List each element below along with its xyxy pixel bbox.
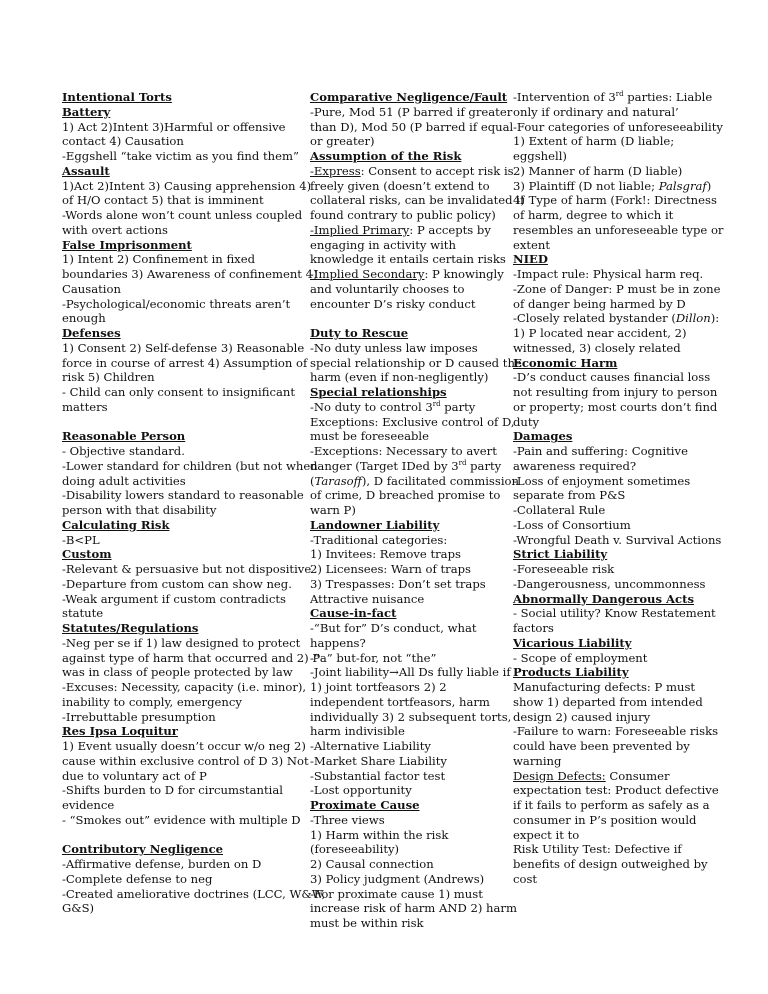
note-line: -Weak argument if custom contradicts	[62, 591, 286, 606]
section-heading: Abnormally Dangerous Acts	[513, 591, 694, 606]
section-heading: Reasonable Person	[62, 429, 186, 444]
note-line: -Traditional categories:	[310, 532, 448, 547]
note-line: resembles an unforeseeable type or	[513, 222, 724, 237]
notes-column-left	[62, 90, 326, 916]
note-line: design 2) caused injury	[513, 709, 651, 724]
note-line: harm (even if non-negligently)	[310, 370, 489, 385]
note-line: 1) Act 2)Intent 3)Harmful or offensive	[62, 119, 286, 134]
note-line: -Complete defense to neg	[62, 871, 213, 886]
note-line: -Irrebuttable presumption	[62, 709, 216, 724]
section-heading: Comparative Negligence/Fault	[310, 90, 508, 104]
note-line: -Alternative Liability	[310, 739, 431, 753]
note-line: of harm, degree to which it	[513, 208, 674, 222]
note-line: increase risk of harm AND 2) harm	[310, 901, 517, 916]
note-line: 2) Causal connection	[310, 857, 434, 871]
note-line: 1) Invitees: Remove traps	[310, 547, 461, 562]
note-line: found contrary to public policy)	[310, 208, 496, 222]
section-heading: Products Liability	[513, 665, 629, 680]
note-line: -Eggshell “take victim as you find them”	[62, 149, 299, 163]
note-line: must be within risk	[310, 916, 424, 930]
note-line: eggshell)	[513, 149, 567, 163]
section-heading: Defenses	[62, 326, 121, 340]
note-line: 1) Extent of harm (D liable;	[513, 134, 675, 149]
note-line: -Four categories of unforeseeability	[513, 119, 723, 134]
section-heading: Special relationships	[310, 385, 447, 399]
note-line: harm indivisible	[310, 724, 405, 739]
note-line: than D), Mod 50 (P barred if equal	[310, 119, 514, 134]
section-heading: Strict Liability	[513, 547, 608, 562]
note-line: Risk Utility Test: Defective if	[513, 842, 682, 857]
note-line: -Neg per se if 1) law designed to protect	[62, 635, 301, 650]
section-heading: Intentional Torts	[62, 90, 172, 104]
note-line: (foreseeability)	[310, 842, 400, 857]
note-line: -Excuses: Necessity, capacity (i.e. minor),	[62, 680, 307, 694]
note-line: 2) Licensees: Warn of traps	[310, 562, 471, 576]
note-line: 1) P located near accident, 2)	[513, 326, 687, 340]
note-line: 3) Policy judgment (Andrews)	[310, 871, 485, 886]
note-line: person with that disability	[62, 503, 217, 517]
note-line: -No duty to control 3rd party	[310, 399, 476, 414]
note-line: -B<PL	[62, 532, 100, 547]
note-line: only if ordinary and natural’	[513, 104, 679, 119]
note-line: benefits of design outweighed by	[513, 857, 708, 871]
note-line: against type of harm that occurred and 2) P	[62, 650, 321, 665]
note-line: danger (Target IDed by 3rd party	[310, 458, 502, 473]
note-line: -For proximate cause 1) must	[310, 886, 483, 901]
note-line: Design Defects: Consumer	[513, 768, 670, 783]
note-line: Manufacturing defects: P must	[513, 680, 696, 694]
note-line: due to voluntary act of P	[62, 768, 207, 783]
section-heading: Assumption of the Risk	[310, 149, 462, 163]
note-line: duty	[513, 414, 540, 429]
note-line: - Scope of employment	[513, 650, 648, 665]
note-line: -Loss of Consortium	[513, 517, 631, 532]
note-line: warning	[513, 753, 562, 768]
note-line: matters	[62, 399, 108, 414]
note-line: 3) Trespasses: Don’t set traps	[310, 576, 486, 591]
note-line: of danger being harmed by D	[513, 296, 686, 311]
note-line: - Social utility? Know Restatement	[513, 606, 716, 621]
note-line: (Tarasoff), D facilitated commission	[310, 473, 519, 488]
note-line: -Failure to warn: Foreseeable risks	[513, 724, 719, 739]
note-line: contact 4) Causation	[62, 134, 184, 149]
note-line: separate from P&S	[513, 488, 626, 503]
note-line: of H/O contact 5) that is imminent	[62, 193, 264, 208]
notes-column-right	[513, 90, 724, 887]
note-line: boundaries 3) Awareness of confinement 4)	[62, 267, 318, 281]
note-line: -Shifts burden to D for circumstantial	[62, 783, 283, 798]
note-line: awareness required?	[513, 458, 637, 473]
note-line: Causation	[62, 281, 121, 296]
note-line: -Pure, Mod 51 (P barred if greater	[310, 104, 513, 119]
note-line: - Objective standard.	[62, 444, 185, 458]
note-line: - Child can only consent to insignificant	[62, 385, 295, 399]
note-line: expectation test: Product defective	[513, 783, 719, 798]
note-line: -No duty unless law imposes	[310, 340, 478, 355]
note-line: -Three views	[310, 812, 385, 827]
section-heading: NIED	[513, 252, 548, 267]
note-line: risk 5) Children	[62, 370, 155, 385]
note-line: -Psychological/economic threats aren’t	[62, 296, 291, 311]
note-line: -Intervention of 3rd parties: Liable	[513, 90, 713, 104]
note-line: -Collateral Rule	[513, 503, 606, 517]
section-heading: Landowner Liability	[310, 517, 440, 532]
note-line: 2) Manner of harm (D liable)	[513, 163, 683, 178]
note-line: or property; most courts don’t find	[513, 399, 718, 414]
note-line: -Closely related bystander (Dillon):	[513, 311, 720, 326]
note-line: doing adult activities	[62, 473, 186, 488]
note-line: 1)Act 2)Intent 3) Causing apprehension 4)	[62, 178, 312, 193]
note-line: cost	[513, 871, 538, 886]
note-line: extent	[513, 237, 551, 252]
note-line: 1) Consent 2) Self-defense 3) Reasonable	[62, 340, 305, 355]
note-line: must be foreseeable	[310, 429, 429, 444]
note-line: force in course of arrest 4) Assumption of	[62, 355, 308, 370]
section-heading: Proximate Cause	[310, 798, 420, 812]
note-line: 3) Plaintiff (D not liable; Palsgraf)	[513, 178, 712, 193]
note-line: - “Smokes out” evidence with multiple D	[62, 812, 301, 827]
note-line: -Relevant & persuasive but not dispositive	[62, 562, 312, 576]
section-heading: Cause-in-fact	[310, 606, 397, 621]
note-line: 1) Harm within the risk	[310, 827, 449, 842]
note-line: -Joint liability→All Ds fully liable if	[310, 665, 511, 680]
note-line: -“But for” D’s conduct, what	[310, 621, 477, 635]
note-line: 1) Event usually doesn’t occur w/o neg 2)	[62, 739, 306, 753]
note-line: inability to comply, emergency	[62, 694, 242, 709]
note-line: statute	[62, 606, 104, 621]
note-line: -Pain and suffering: Cognitive	[513, 444, 688, 458]
note-line: of crime, D breached promise to	[310, 488, 501, 503]
note-line: 4) Type of harm (Fork!: Directness	[513, 193, 717, 208]
note-line: happens?	[310, 635, 366, 650]
note-line: witnessed, 3) closely related	[513, 340, 681, 355]
note-line: collateral risks, can be invalidated if	[310, 193, 525, 208]
note-line: special relationship or D caused the	[310, 355, 522, 370]
note-line: -Lower standard for children (but not when	[62, 458, 318, 473]
section-heading: Contributory Negligence	[62, 842, 223, 857]
note-line: enough	[62, 311, 106, 326]
section-heading: Economic Harm	[513, 355, 618, 370]
note-line: 1) Intent 2) Confinement in fixed	[62, 252, 256, 267]
note-line: -Lost opportunity	[310, 783, 412, 798]
section-heading: Vicarious Liability	[513, 635, 632, 650]
section-heading: False Imprisonment	[62, 237, 192, 252]
note-line: not resulting from injury to person	[513, 385, 718, 399]
note-line: -Dangerousness, uncommonness	[513, 576, 706, 591]
note-line: -“a” but-for, not “the”	[310, 650, 437, 665]
note-line: Attractive nuisance	[310, 591, 425, 606]
note-line: evidence	[62, 798, 115, 812]
note-line: G&S)	[62, 901, 95, 916]
note-line: encounter D’s risky conduct	[310, 296, 476, 311]
note-line: consumer in P’s position would	[513, 812, 697, 827]
note-line: Exceptions: Exclusive control of D,	[310, 414, 515, 429]
note-line: independent tortfeasors, harm	[310, 694, 490, 709]
section-heading: Res Ipsa Loquitur	[62, 724, 178, 739]
note-line: expect it to	[513, 827, 580, 842]
note-line: -Wrongful Death v. Survival Actions	[513, 532, 722, 547]
note-line: was in class of people protected by law	[62, 665, 293, 680]
note-line: -Express: Consent to accept risk is	[310, 163, 514, 178]
notes-column-middle	[310, 90, 525, 931]
note-line: or greater)	[310, 134, 375, 149]
note-line: if it fails to perform as safely as a	[513, 798, 710, 812]
note-line: with overt actions	[62, 222, 168, 237]
note-line: warn P)	[310, 503, 356, 517]
note-line: -Words alone won’t count unless coupled	[62, 208, 303, 222]
section-heading: Duty to Rescue	[310, 326, 409, 340]
note-line: individually 3) 2 subsequent torts,	[310, 709, 512, 724]
note-line: factors	[513, 621, 554, 635]
section-heading: Calculating Risk	[62, 517, 170, 532]
note-line: -Affirmative defense, burden on D	[62, 857, 262, 871]
note-line: -D’s conduct causes financial loss	[513, 370, 711, 385]
note-line: and voluntarily chooses to	[310, 281, 465, 296]
spacer	[62, 415, 302, 430]
spacer	[310, 311, 508, 326]
note-line: knowledge it entails certain risks	[310, 252, 506, 267]
note-line: show 1) departed from intended	[513, 694, 703, 709]
section-heading: Assault	[62, 163, 110, 178]
note-line: -Implied Primary: P accepts by	[310, 222, 491, 237]
note-line: 1) joint tortfeasors 2) 2	[310, 680, 447, 694]
note-line: -Market Share Liability	[310, 753, 447, 768]
note-line: -Created ameliorative doctrines (LCC, W&W,	[62, 886, 326, 901]
note-line: -Foreseeable risk	[513, 562, 615, 576]
section-heading: Custom	[62, 547, 112, 562]
note-line: -Exceptions: Necessary to avert	[310, 444, 497, 458]
section-heading: Battery	[62, 104, 111, 119]
section-heading: Statutes/Regulations	[62, 621, 199, 635]
note-line: -Disability lowers standard to reasonable	[62, 488, 304, 503]
note-line: -Departure from custom can show neg.	[62, 576, 292, 591]
note-line: -Substantial factor test	[310, 768, 446, 783]
note-line: freely given (doesn’t extend to	[310, 178, 490, 193]
note-line: -Implied Secondary: P knowingly	[310, 267, 504, 281]
note-line: could have been prevented by	[513, 739, 690, 753]
note-line: engaging in activity with	[310, 237, 456, 252]
section-heading: Damages	[513, 429, 573, 444]
note-line: cause within exclusive control of D 3) Not	[62, 753, 309, 768]
note-line: -Zone of Danger: P must be in zone	[513, 281, 721, 296]
spacer	[62, 828, 302, 843]
note-line: -Loss of enjoyment sometimes	[513, 473, 691, 488]
note-line: -Impact rule: Physical harm req.	[513, 267, 704, 281]
